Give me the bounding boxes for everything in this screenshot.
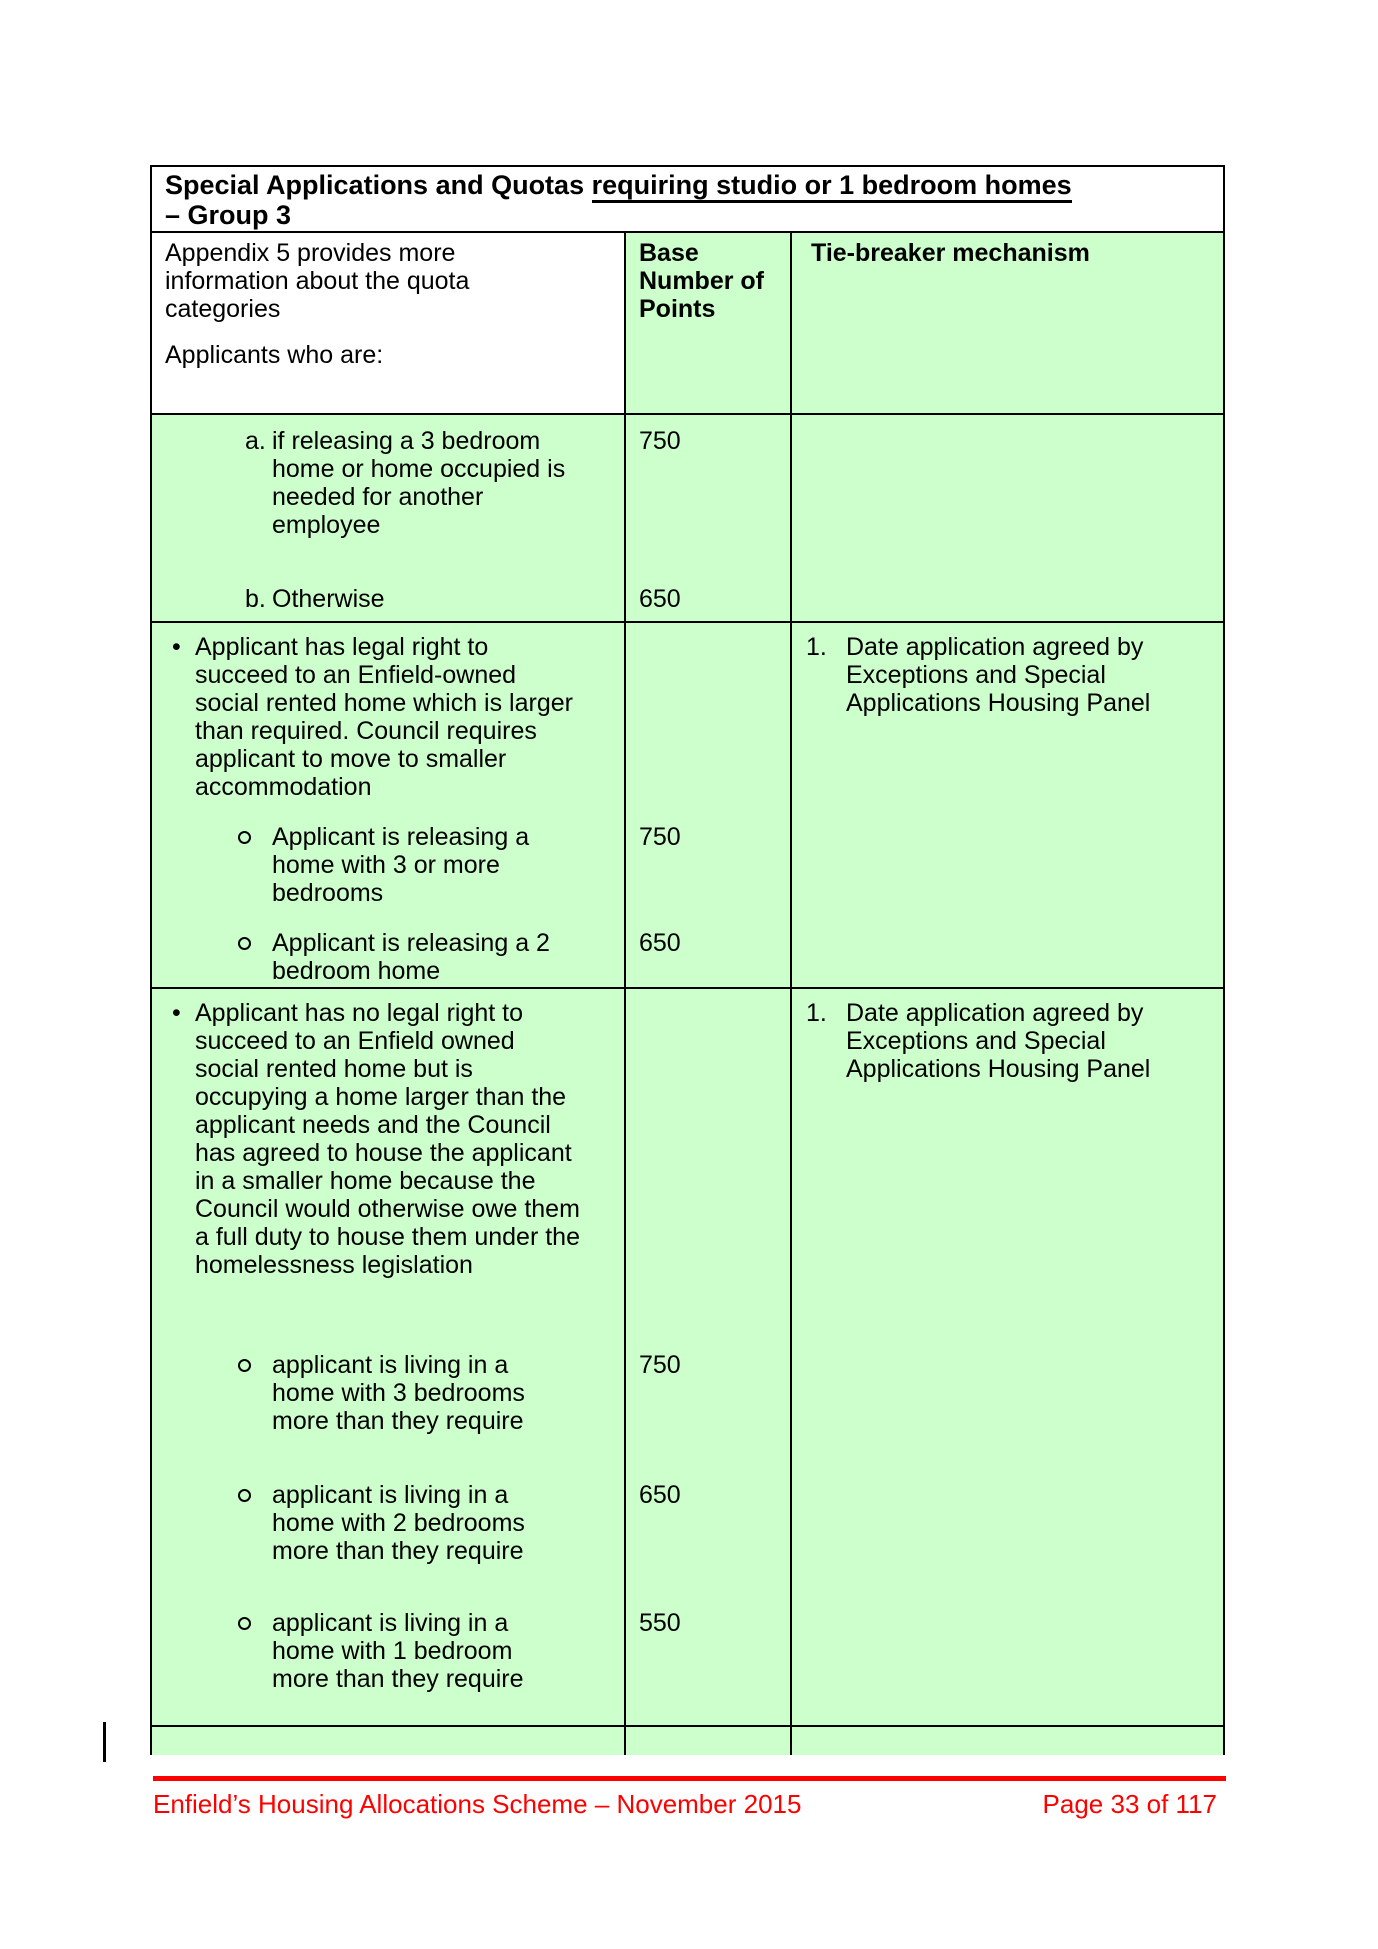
points-value: 650 (639, 585, 681, 613)
table-row-no-legal-right (152, 987, 1223, 1725)
quota-tiebreaker-cell (790, 415, 1223, 621)
change-bar (103, 1722, 106, 1762)
table-row-quota-items (152, 413, 1223, 621)
tiebreaker-text: Date application agreed by Exceptions and Special Applications Housing Panel (846, 633, 1151, 717)
header-description-cell (152, 233, 624, 413)
subitem-text: Applicant is releasing a 2 bedroom home (272, 929, 550, 985)
table-title-prefix: Special Applications and Quotas (165, 170, 592, 200)
no-legal-right-cell (152, 989, 624, 1725)
subitem-text: applicant is living in a home with 2 bedrooms more than they require (272, 1481, 525, 1565)
appendix-note: Appendix 5 provides more information about the quota categories (165, 239, 470, 323)
legal-right-text: Applicant has legal right to succeed to an Enfield-owned social rented home which is larger than required. Council requires applicant to move to smaller accommodation (195, 633, 573, 801)
applicants-label: Applicants who are: (165, 341, 384, 369)
table-title (165, 170, 1072, 231)
tiebreaker-marker: 1. (806, 999, 827, 1027)
circle-bullet-icon (238, 1617, 251, 1630)
footer-rule (153, 1776, 1226, 1781)
page-footer (153, 1789, 1217, 1819)
no-legal-right-tiebreaker-cell (790, 989, 1223, 1725)
circle-bullet-icon (238, 1489, 251, 1502)
column-header-row (152, 231, 1223, 413)
table-title-group: – Group 3 (165, 200, 292, 230)
legal-right-cell (152, 623, 624, 987)
no-legal-right-text: Applicant has no legal right to succeed to an Enfield owned social rented home but is occupying a home larger than the applicant needs and the Council has agreed to house the applicant in a smaller home because the Council would otherwise owe them a full duty to house them under the homelessness legislation (195, 999, 580, 1279)
points-value: 750 (639, 427, 681, 455)
bullet-icon: • (172, 999, 181, 1027)
points-value: 650 (639, 1481, 681, 1509)
legal-right-tiebreaker-cell (790, 623, 1223, 987)
table-row-legal-right (152, 621, 1223, 987)
quota-items-cell (152, 415, 624, 621)
points-value: 750 (639, 823, 681, 851)
subitem-text: applicant is living in a home with 3 bedrooms more than they require (272, 1351, 525, 1435)
points-value: 750 (639, 1351, 681, 1379)
item-a-marker: a. (245, 427, 266, 455)
tiebreaker-column-header: Tie-breaker mechanism (790, 233, 1223, 413)
quota-points-cell (624, 415, 790, 621)
bullet-icon: • (172, 633, 181, 661)
points-value: 550 (639, 1609, 681, 1637)
circle-bullet-icon (238, 937, 251, 950)
circle-bullet-icon (238, 1359, 251, 1372)
item-b-text: Otherwise (272, 585, 385, 613)
circle-bullet-icon (238, 831, 251, 844)
table-row-partial (152, 1725, 1223, 1755)
allocations-table (150, 165, 1225, 1755)
tiebreaker-text: Date application agreed by Exceptions and Special Applications Housing Panel (846, 999, 1151, 1083)
tiebreaker-marker: 1. (806, 633, 827, 661)
points-value: 650 (639, 929, 681, 957)
footer-page-number: Page 33 of 117 (1042, 1789, 1217, 1819)
table-title-row (152, 167, 1223, 231)
footer-document-title: Enfield’s Housing Allocations Scheme – November 2015 (153, 1789, 802, 1819)
no-legal-right-points-cell (624, 989, 790, 1725)
item-a-text: if releasing a 3 bedroom home or home occupied is needed for another employee (272, 427, 566, 539)
points-column-header: Base Number of Points (624, 233, 790, 413)
item-b-marker: b. (245, 585, 266, 613)
subitem-text: applicant is living in a home with 1 bedroom more than they require (272, 1609, 524, 1693)
legal-right-points-cell (624, 623, 790, 987)
table-title-underlined: requiring studio or 1 bedroom homes (592, 170, 1072, 203)
subitem-text: Applicant is releasing a home with 3 or more bedrooms (272, 823, 530, 907)
